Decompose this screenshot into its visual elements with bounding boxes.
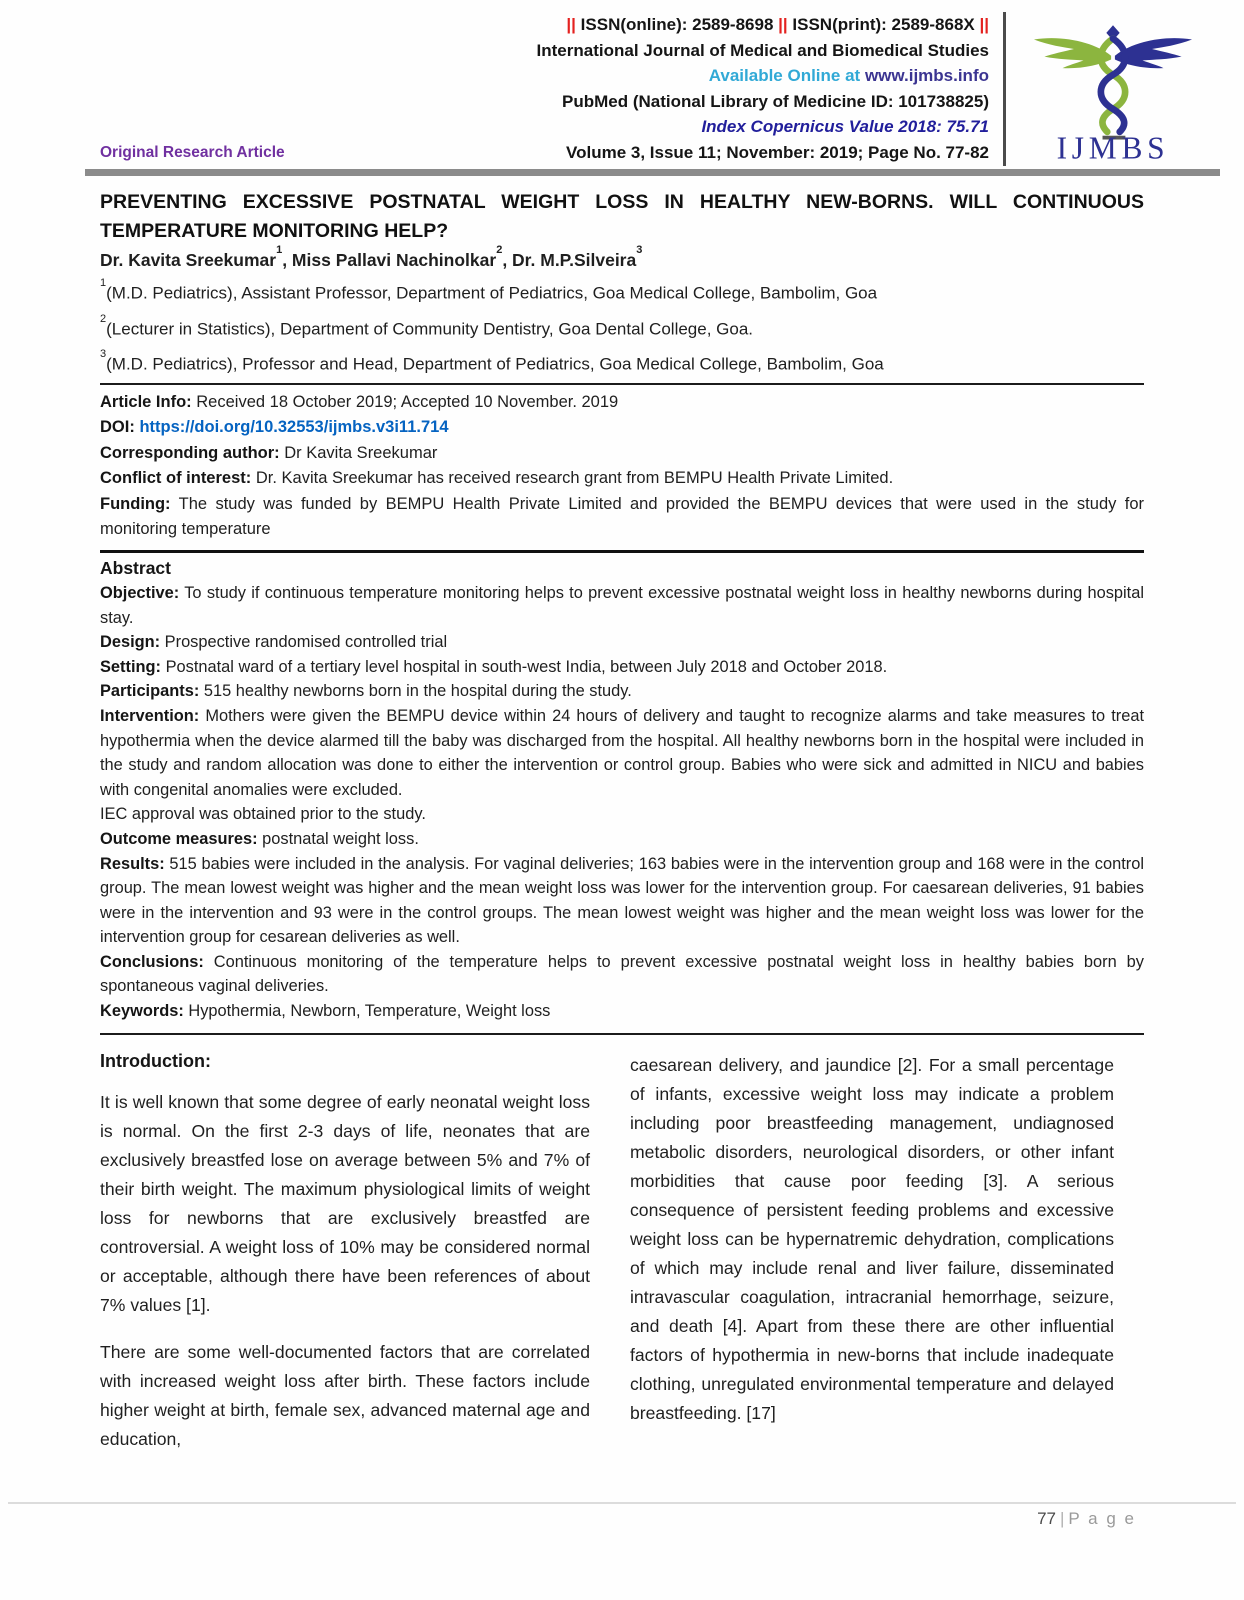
abstract-item-text: To study if continuous temperature monitoring helps to prevent excessive postnatal weight loss in healthy newborns during hospital stay. <box>100 583 1144 627</box>
issn-online: ISSN(online): 2589-8698 <box>580 15 774 34</box>
page-number: 77 <box>1037 1509 1056 1528</box>
volume-line: Volume 3, Issue 11; November: 2019; Page No. 77-82 <box>566 142 989 162</box>
abstract-item-label: Objective: <box>100 583 180 602</box>
abstract-item-text: 515 babies were included in the analysis. For vaginal deliveries; 163 babies were in the intervention group and 168 were in the control group. The mean lowest weight was higher and the mean weight loss was lower for the intervention group. For caesarean deliveries, 91 babies were in the intervention and 93 were in the control groups. The mean lowest weight was higher and the mean weight loss was lower for the intervention group for cesarean deliveries as well. <box>100 854 1144 947</box>
abstract-item <box>100 999 1144 1024</box>
author-name: , Miss Pallavi Nachinolkar <box>282 250 497 270</box>
abstract-item-text: Hypothermia, Newborn, Temperature, Weight loss <box>188 1002 551 1021</box>
page-word: P a g e <box>1068 1509 1136 1528</box>
affiliation-line <box>100 312 1144 343</box>
abstract-section <box>100 558 1144 1024</box>
conflict-text: Dr. Kavita Sreekumar has received research grant from BEMPU Health Private Limited. <box>255 469 894 488</box>
author-name: Dr. Kavita Sreekumar <box>100 250 277 270</box>
article-title: PREVENTING EXCESSIVE POSTNATAL WEIGHT LOSS IN HEALTHY NEW-BORNS. WILL CONTINUOUS TEMPERATURE MONITORING HELP? <box>100 191 1144 242</box>
article-body <box>100 188 1144 1472</box>
article-meta <box>100 390 1144 543</box>
page-footer <box>8 1502 1236 1529</box>
doi-label: DOI: <box>100 418 135 437</box>
affiliation-superscript: 1 <box>100 277 107 289</box>
author-superscript: 3 <box>636 244 643 257</box>
abstract-item <box>100 827 1144 852</box>
doi-link[interactable]: https://doi.org/10.32553/ijmbs.v3i11.714 <box>139 418 449 437</box>
funding-text: The study was funded by BEMPU Health Private Limited and provided the BEMPU devices that were used in the study for monitoring temperature <box>100 494 1144 539</box>
abstract-item-label: Intervention: <box>100 706 200 725</box>
affiliation-line <box>100 347 1144 378</box>
corresponding-text: Dr Kavita Sreekumar <box>284 443 438 462</box>
abstract-item-label: Keywords: <box>100 1002 184 1021</box>
logo-text: IJMBS <box>1056 130 1170 166</box>
abstract-item-label: Results: <box>100 854 165 873</box>
header-left <box>100 12 330 166</box>
journal-masthead <box>330 12 1003 166</box>
funding-line <box>100 492 1144 543</box>
divider-affiliations <box>100 383 1144 385</box>
index-copernicus-line: Index Copernicus Value 2018: 75.71 <box>701 117 989 136</box>
abstract-item-label: Setting: <box>100 657 162 676</box>
abstract-item-label: Outcome measures: <box>100 829 258 848</box>
journal-logo <box>1006 12 1220 166</box>
author-name: , Dr. M.P.Silveira <box>502 250 637 270</box>
intro-paragraph: There are some well-documented factors that are correlated with increased weight loss after birth. These factors include higher weight at birth, female sex, advanced maternal age and education, <box>100 1341 590 1449</box>
abstract-item <box>100 852 1144 950</box>
article-info-label: Article Info: <box>100 392 192 411</box>
authors-line <box>100 244 1144 271</box>
issn-separator: || <box>778 15 788 34</box>
abstract-item-label: Participants: <box>100 682 200 701</box>
conflict-of-interest-line <box>100 466 1144 492</box>
affiliation-line <box>100 276 1144 307</box>
affiliation-text: (Lecturer in Statistics), Department of Community Dentistry, Goa Dental College, Goa. <box>106 319 754 339</box>
abstract-item <box>100 950 1144 999</box>
column-left <box>100 1051 590 1472</box>
divider-abstract-top <box>100 550 1144 553</box>
issn-line <box>330 12 989 38</box>
intro-paragraph: caesarean delivery, and jaundice [2]. For a small percentage of infants, excessive weight loss may indicate a problem including poor breastfeeding management, undiagnosed metabolic disorders, neurological disorders, or other infant morbidities that cause poor feeding [3]. A serious consequence of persistent feeding problems and excessive weight loss can be hypernatremic dehydration, complications of which may include renal and liver failure, disseminated intravascular coagulation, intracranial hemorrhage, seizure, and death [4]. Apart from these there are other influential factors of hypothermia in new-borns that include inadequate clothing, unregulated environmental temperature and delayed breastfeeding. [17] <box>630 1054 1114 1423</box>
header-divider-bar <box>85 169 1220 176</box>
footer-divider <box>8 1502 1236 1504</box>
journal-header <box>100 0 1220 166</box>
column-right <box>630 1051 1114 1472</box>
abstract-item-text: Continuous monitoring of the temperature helps to prevent excessive postnatal weight loss in healthy babies born by spontaneous vaginal deliveries. <box>100 952 1144 996</box>
abstract-item-text: Prospective randomised controlled trial <box>164 633 448 652</box>
funding-label: Funding: <box>100 494 171 513</box>
caduceus-icon <box>1013 14 1213 166</box>
abstract-item <box>100 802 1144 827</box>
abstract-item-text: postnatal weight loss. <box>262 829 419 848</box>
doi-line <box>100 415 1144 441</box>
abstract-item <box>100 655 1144 680</box>
abstract-item-text: IEC approval was obtained prior to the study. <box>100 805 426 824</box>
journal-website-link[interactable]: www.ijmbs.info <box>864 66 989 85</box>
abstract-item-text: Postnatal ward of a tertiary level hospital in south-west India, between July 2018 and October 2018. <box>165 657 888 676</box>
abstract-item-label: Conclusions: <box>100 952 204 971</box>
availability-line <box>330 63 989 89</box>
article-info-text: Received 18 October 2019; Accepted 10 November. 2019 <box>196 392 619 411</box>
pagination-separator: | <box>1060 1509 1065 1528</box>
abstract-item-label: Design: <box>100 633 161 652</box>
abstract-item-text: Mothers were given the BEMPU device within 24 hours of delivery and taught to recognize alarms and take measures to treat hypothermia when the device alarmed till the baby was discharged from the hospital. All healthy newborns born in the hospital were included in the study and random allocation was done to either the intervention or control group. Babies who were sick and admitted in NICU and babies with congenital anomalies were excluded. <box>100 706 1144 799</box>
affiliation-superscript: 3 <box>100 348 107 361</box>
abstract-item <box>100 630 1144 655</box>
introduction-section <box>100 1035 1144 1472</box>
abstract-item <box>100 679 1144 704</box>
author-superscript: 2 <box>496 244 503 257</box>
article-type-label: Original Research Article <box>100 144 285 161</box>
conflict-label: Conflict of interest: <box>100 469 252 488</box>
abstract-heading: Abstract <box>100 557 171 578</box>
issn-print: ISSN(print): 2589-868X <box>792 15 975 34</box>
affiliation-superscript: 2 <box>100 312 107 325</box>
article-info-line <box>100 390 1144 416</box>
footer-pagination <box>8 1509 1236 1529</box>
affiliation-text: (M.D. Pediatrics), Assistant Professor, Department of Pediatrics, Goa Medical College, Bambolim, Goa <box>106 283 878 303</box>
available-prefix: Available Online at <box>708 66 861 85</box>
pubmed-line: PubMed (National Library of Medicine ID: 101738825) <box>561 91 989 111</box>
abstract-item-text: 515 healthy newborns born in the hospital during the study. <box>203 682 632 701</box>
affiliation-text: (M.D. Pediatrics), Professor and Head, Department of Pediatrics, Goa Medical College, Bambolim, Goa <box>106 354 884 374</box>
abstract-item <box>100 581 1144 630</box>
corresponding-label: Corresponding author: <box>100 443 280 462</box>
issn-separator: || <box>566 15 576 34</box>
journal-name: International Journal of Medical and Biomedical Studies <box>536 40 989 60</box>
introduction-heading: Introduction: <box>100 1050 211 1071</box>
corresponding-author-line <box>100 441 1144 467</box>
author-superscript: 1 <box>276 244 283 257</box>
abstract-item <box>100 704 1144 802</box>
intro-paragraph: It is well known that some degree of early neonatal weight loss is normal. On the first 2-3 days of life, neonates that are exclusively breastfed lose on average between 5% and 7% of their birth weight. The maximum physiological limits of weight loss for newborns that are exclusively breastfed are controversial. A weight loss of 10% may be considered normal or acceptable, although there have been references of about 7% values [1]. <box>100 1091 590 1315</box>
issn-separator: || <box>979 15 989 34</box>
